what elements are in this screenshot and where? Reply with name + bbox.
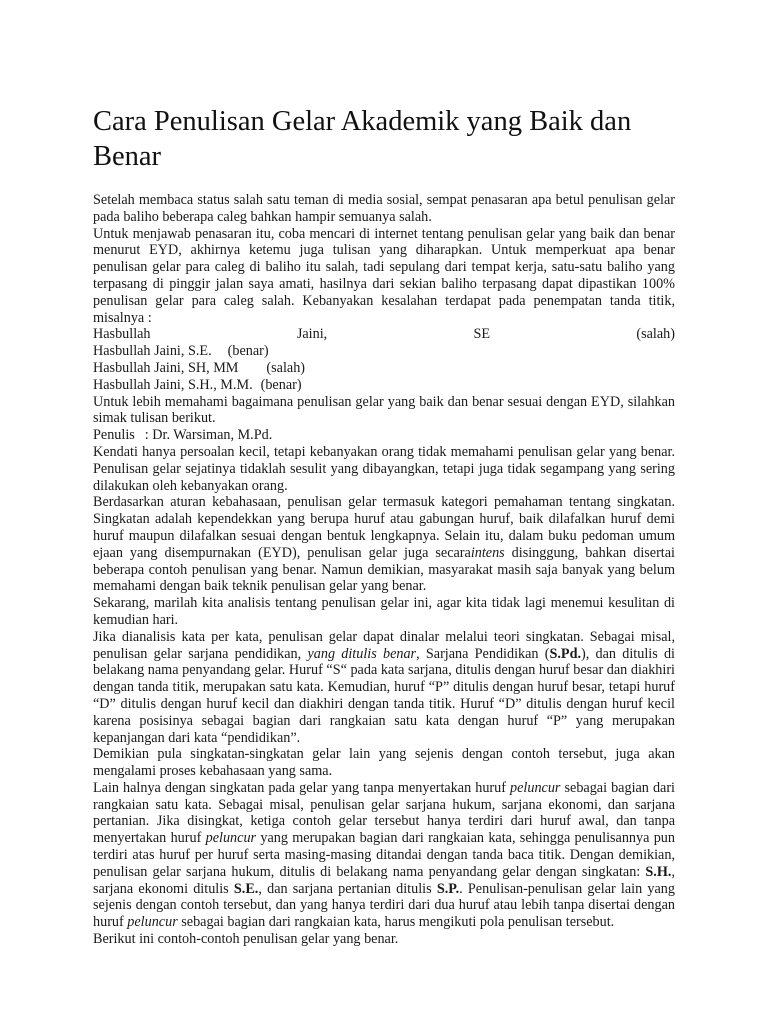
paragraph-intro: Setelah membaca status salah satu teman di media sosial, sempat penasaran apa betul penulisan gelar pada baliho beberapa caleg bahkan hampir semuanya salah. <box>93 192 675 225</box>
paragraph-peluncur: Lain halnya dengan singkatan pada gelar yang tanpa menyertakan huruf peluncur sebagai bagian dari rangkaian satu kata. Sebagai misal, penulisan gelar sarjana hukum, sarjana ekonomi, dan sarjana pertanian. Jika disingkat, ketiga contoh gelar tersebut hanya terdiri dari huruf awal, dan tanpa menyertakan huruf peluncur yang merupakan bagian dari rangkaian kata, sehingga penulisannya pun terdiri atas huruf per huruf serta masing-masing ditandai dengan tanda baca titik. Dengan demikian, penulisan gelar sarjana hukum, ditulis di belakang nama penyandang gelar dengan singkatan: S.H., sarjana ekonomi ditulis S.E., dan sarjana pertanian ditulis S.P.. Penulisan-penulisan gelar lain yang sejenis dengan contoh tersebut, dan yang hanya terdiri dari dua huruf atau lebih tanpa disertai dengan huruf peluncur sebagai bagian dari rangkaian kata, harus mengikuti pola penulisan tersebut. <box>93 779 675 931</box>
paragraph-analisis: Jika dianalisis kata per kata, penulisan gelar dapat dinalar melalui teori singkatan. Sebagai misal, penulisan gelar sarjana pendidikan, yang ditulis benar, Sarjana Pendidikan (S.Pd.), dan ditulis di belakang nama penyandang gelar. Huruf “S“ pada kata sarjana, ditulis dengan huruf besar dan diakhiri dengan tanda titik, merupakan satu kata. Kemudian, huruf “P” ditulis dengan huruf besar, tetapi huruf “D” ditulis dengan huruf kecil dan diakhiri dengan tanda titik. Huruf “D” ditulis dengan huruf kecil karena posisinya sebagai bagian dari rangkaian satu kata dengan huruf “P” yang merupakan kepanjangan dari kata “pendidikan”. <box>93 628 675 746</box>
paragraph-sekarang: Sekarang, marilah kita analisis tentang penulisan gelar ini, agar kita tidak lagi menemui kesulitan di kemudian hari. <box>93 595 675 628</box>
example-row-3: Hasbullah Jaini, SH, MM (salah) <box>93 359 306 376</box>
article <box>93 104 675 948</box>
paragraph-kendati: Kendati hanya persoalan kecil, tetapi kebanyakan orang tidak memahami penulisan gelar yang benar. Penulisan gelar sejatinya tidaklah sesulit yang dibayangkan, tetapi juga tidak segampang yang sering dilakukan oleh kebanyakan orang. <box>93 443 675 494</box>
paragraph-eyd: Untuk lebih memahami bagaimana penulisan gelar yang baik dan benar sesuai dengan EYD, silahkan simak tulisan berikut. <box>93 393 675 427</box>
example-row-4: Hasbullah Jaini, S.H., M.M. (benar) <box>93 376 302 393</box>
paragraph-contoh: Berikut ini contoh-contoh penulisan gelar yang benar. <box>93 931 399 948</box>
paragraph-aturan: Berdasarkan aturan kebahasaan, penulisan gelar termasuk kategori pemahaman tentang singkatan. Singkatan adalah kependekkan yang berupa huruf atau gabungan huruf, baik dilafalkan huruf demi huruf maupun dilafalkan sesuai dengan bentuk lengkapnya. Selain itu, dalam buku pedoman umum ejaan yang disempurnakan (EYD), penulisan gelar juga secaraintens disinggung, bahkan disertai beberapa contoh penulisan yang benar. Namun demikian, masyarakat masih saja banyak yang belum memahami dengan baik teknik penulisan gelar yang benar. <box>93 494 675 595</box>
paragraph-demikian: Demikian pula singkatan-singkatan gelar lain yang sejenis dengan contoh tersebut, juga akan mengalami proses kebahasaan yang sama. <box>93 746 675 780</box>
paragraph-search: Untuk menjawab penasaran itu, coba mencari di internet tentang penulisan gelar yang baik dan benar menurut EYD, akhirnya ketemu juga tulisan yang diharapkan. Untuk memperkuat apa benar penulisan gelar para caleg di baliho itu salah, tadi sepulang dari tempat kerja, satu-satu baliho yang terpasang di pinggir jalan saya amati, hasilnya dari sekian baliho terpasang dapat dipastikan 100% penulisan gelar para caleg salah. Kebanyakan kesalahan terdapat pada penempatan tanda titik, misalnya : <box>93 225 675 326</box>
author-line: Penulis : Dr. Warsiman, M.Pd. <box>93 427 273 444</box>
example-row-1: Hasbullah Jaini, SE (salah) <box>93 326 675 343</box>
example-row-2: Hasbullah Jaini, S.E. (benar) <box>93 343 269 360</box>
article-title: Cara Penulisan Gelar Akademik yang Baik dan Benar <box>93 106 632 172</box>
